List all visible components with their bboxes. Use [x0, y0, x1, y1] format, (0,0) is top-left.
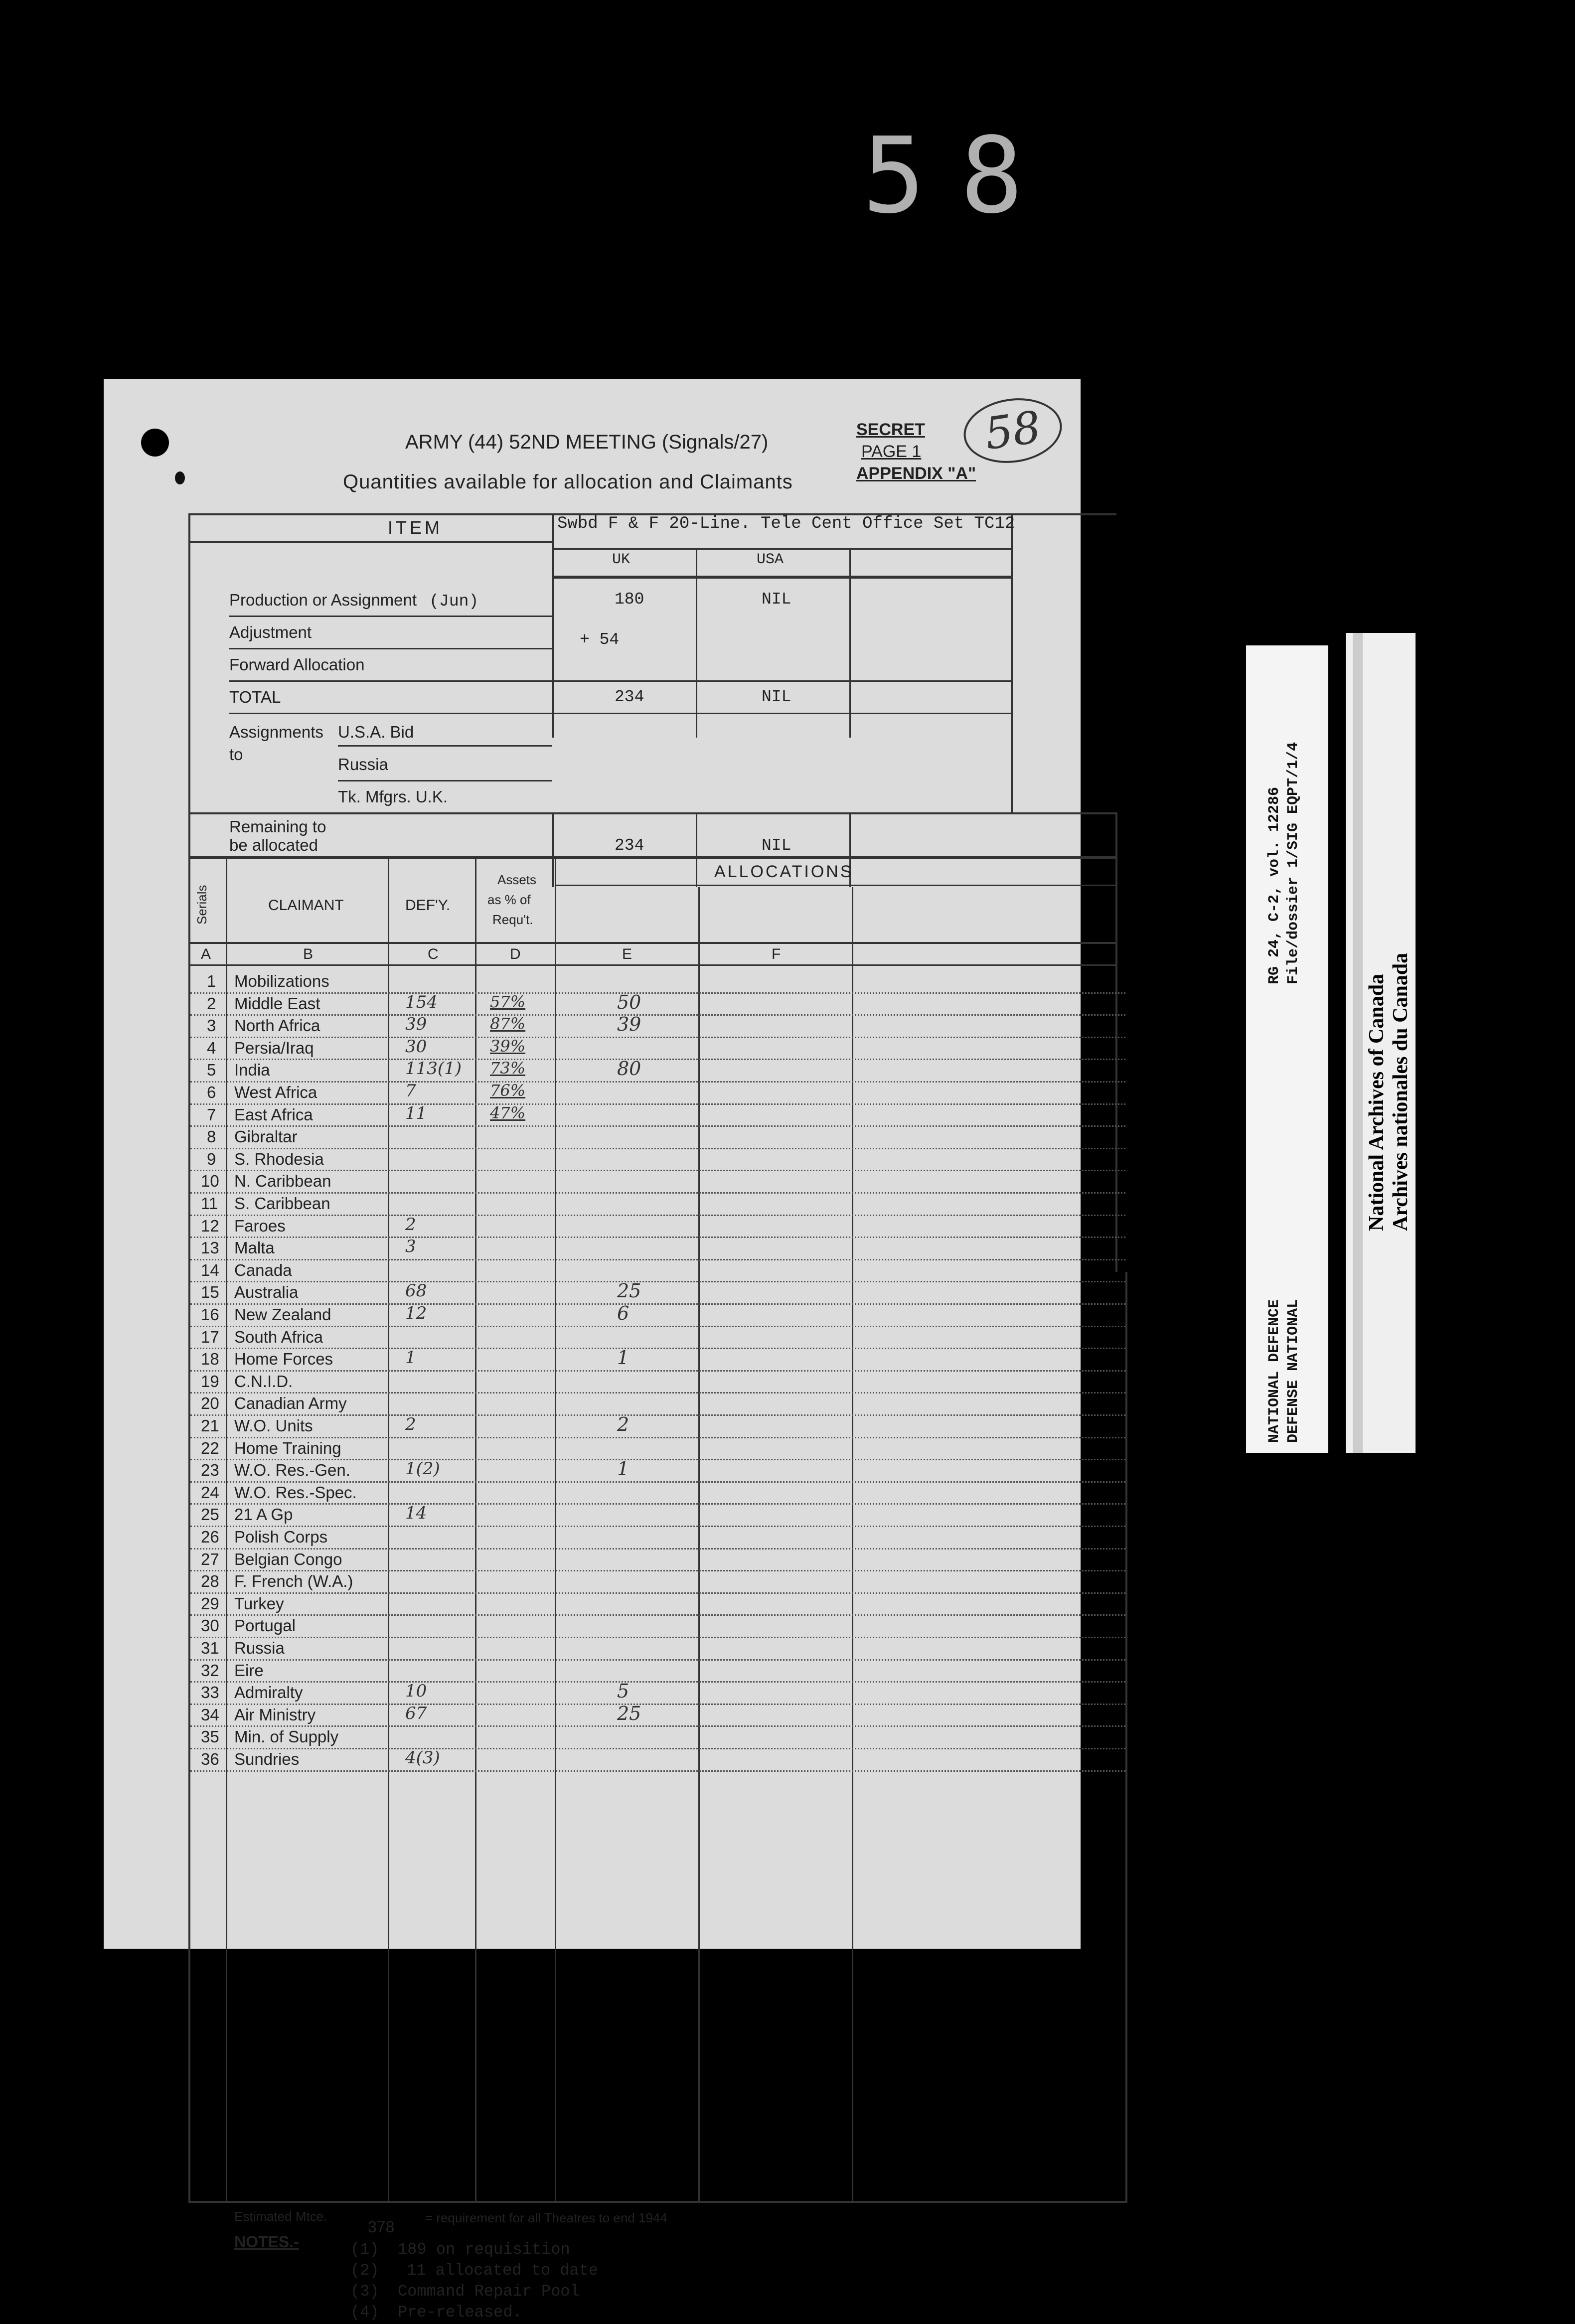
rule: [696, 548, 697, 738]
allocation-e-value: 6: [617, 1302, 630, 1324]
rule: [229, 680, 1011, 682]
deficiency-value: 1: [405, 1348, 416, 1368]
row-adjustment: Adjustment: [229, 623, 312, 641]
deficiency-value: 14: [405, 1503, 427, 1524]
claimant-name: Canada: [234, 1260, 292, 1279]
assignment-tk-mfgrs: Tk. Mfgrs. U.K.: [338, 787, 448, 806]
rule: [852, 887, 853, 2202]
rule: [555, 856, 556, 2202]
claimant-name: N. Caribbean: [234, 1172, 331, 1191]
rule: [1115, 812, 1117, 1272]
row-rule: [190, 1125, 1125, 1127]
serial-number: 3: [207, 1016, 216, 1035]
serial-number: 20: [201, 1394, 219, 1413]
row-rule: [190, 1148, 1125, 1149]
row-rule: [190, 1237, 1125, 1238]
note-item: [350, 2282, 598, 2303]
claimant-name: Min. of Supply: [234, 1727, 339, 1746]
appendix-label: APPENDIX "A": [856, 464, 976, 483]
notes-list: [350, 2240, 598, 2324]
column-uk: UK: [612, 551, 630, 568]
serial-number: 14: [201, 1260, 219, 1279]
row-assignments: Assignments: [229, 723, 323, 741]
claimant-name: Air Ministry: [234, 1705, 316, 1724]
punch-hole-small: [175, 471, 185, 484]
rule: [1125, 1272, 1127, 2202]
rule: [188, 513, 190, 1272]
production-month: (Jun): [429, 592, 479, 611]
claimant-name: F. French (W.A.): [234, 1572, 353, 1591]
column-letter-b: B: [303, 946, 314, 962]
claimant-name: S. Caribbean: [234, 1194, 330, 1213]
rule: [552, 513, 554, 738]
claimant-name: Home Forces: [234, 1350, 333, 1369]
row-rule: [190, 1059, 1125, 1060]
label-line: DEFENSE NATIONAL: [1285, 1299, 1302, 1443]
allocation-e-value: 50: [617, 991, 641, 1013]
rule: [188, 964, 1116, 966]
note-item: [350, 2240, 598, 2261]
remaining-uk-value: 234: [615, 836, 644, 855]
label-line: Archives nationales du Canada: [1389, 952, 1412, 1231]
rule: [229, 713, 1011, 714]
deficiency-value: 2: [405, 1414, 416, 1434]
claimant-name: Admiralty: [234, 1683, 303, 1702]
claimant-name: Portugal: [234, 1616, 296, 1635]
row-rule: [190, 1414, 1125, 1416]
row-forward-allocation: Forward Allocation: [229, 655, 365, 674]
label-line: RG 24, C-2, vol. 12286: [1266, 786, 1283, 984]
claimant-name: East Africa: [234, 1105, 313, 1124]
rule: [226, 856, 227, 2202]
claimant-name: Gibraltar: [234, 1127, 298, 1146]
claimant-name: Belgian Congo: [234, 1549, 342, 1568]
folio-number-circled: 58: [959, 392, 1066, 469]
serial-number: 36: [201, 1750, 219, 1768]
assets-percent: 87%: [490, 1014, 526, 1034]
note-item: [350, 2303, 598, 2324]
serial-number: 34: [201, 1705, 219, 1724]
deficiency-value: 30: [405, 1036, 427, 1057]
claimant-header: CLAIMANT: [268, 897, 344, 914]
rule: [188, 812, 1116, 814]
rule: [338, 745, 552, 747]
row-remaining-2: be allocated: [229, 836, 318, 854]
assets-header-2: as % of: [487, 892, 531, 907]
classification-block: [856, 419, 976, 484]
claimant-name: W.O. Units: [234, 1416, 313, 1435]
row-rule: [190, 1014, 1125, 1016]
serial-number: 35: [201, 1727, 219, 1746]
deficiency-value: 2: [405, 1214, 416, 1235]
defy-header: DEF'Y.: [405, 897, 451, 914]
allocation-e-value: 39: [617, 1013, 641, 1036]
label-line: National Archives of Canada: [1365, 973, 1388, 1231]
column-letter-f: F: [772, 946, 781, 962]
serial-number: 25: [201, 1505, 219, 1524]
document-page: [104, 379, 1081, 2322]
row-rule: [190, 1348, 1125, 1349]
claimant-name: Sundries: [234, 1750, 300, 1768]
rule: [188, 942, 1116, 944]
estimated-label: Estimated Mtce.: [234, 2209, 327, 2224]
rule: [1011, 738, 1013, 812]
serial-number: 9: [207, 1149, 216, 1168]
deficiency-value: 39: [405, 1014, 427, 1035]
rule: [552, 576, 1011, 579]
label-line: NATIONAL DEFENCE: [1266, 1299, 1283, 1443]
serial-number: 11: [201, 1194, 218, 1213]
rule: [338, 780, 552, 781]
claimant-name: New Zealand: [234, 1305, 331, 1324]
claimant-name: Persia/Iraq: [234, 1038, 314, 1057]
serial-number: 32: [201, 1661, 219, 1680]
row-rule: [190, 1192, 1125, 1194]
note-key: (1): [350, 2240, 379, 2259]
row-rule: [190, 1592, 1125, 1594]
column-usa: USA: [757, 551, 784, 568]
row-rule: [190, 1548, 1125, 1549]
assignment-russia: Russia: [338, 755, 388, 774]
rule: [696, 812, 697, 887]
rule: [229, 616, 552, 617]
rule: [849, 548, 851, 738]
claimant-name: Faroes: [234, 1216, 286, 1235]
assets-percent: 76%: [490, 1081, 526, 1100]
claimant-name: Canadian Army: [234, 1394, 347, 1413]
allocation-e-value: 25: [617, 1280, 641, 1302]
row-rule: [190, 1503, 1125, 1505]
serial-number: 13: [201, 1239, 219, 1257]
estimated-note: = requirement for all Theatres to end 1944: [425, 2210, 667, 2225]
allocation-e-value: 1: [617, 1347, 630, 1369]
note-text: Pre-released.: [398, 2303, 522, 2322]
column-letter-a: A: [201, 946, 211, 962]
assignment-usa-bid: U.S.A. Bid: [338, 723, 414, 741]
estimated-value: 378: [368, 2218, 395, 2236]
note-text: 11 allocated to date: [407, 2261, 599, 2280]
note-key: (3): [350, 2282, 379, 2301]
row-rule: [190, 1081, 1125, 1083]
assets-percent: 47%: [490, 1103, 526, 1122]
note-key: (2): [350, 2261, 379, 2280]
note-text: Command Repair Pool: [398, 2282, 580, 2301]
deficiency-value: 4(3): [405, 1748, 440, 1768]
serial-number: 24: [201, 1483, 219, 1502]
claimant-name: W.O. Res.-Spec.: [234, 1483, 357, 1502]
assets-percent: 57%: [490, 992, 526, 1011]
deficiency-value: 3: [405, 1237, 416, 1257]
claimant-name: S. Rhodesia: [234, 1149, 324, 1168]
row-rule: [190, 1281, 1125, 1282]
row-rule: [190, 1704, 1125, 1705]
row-rule: [190, 992, 1125, 994]
assets-header-1: Assets: [497, 872, 537, 887]
claimant-name: Middle East: [234, 994, 320, 1013]
rule: [1011, 513, 1013, 738]
serial-number: 4: [207, 1038, 216, 1057]
claimant-name: Mobilizations: [234, 972, 329, 990]
label-stripe: [1353, 633, 1363, 1453]
item-name: Swbd F & F 20-Line. Tele Cent Office Set TC12: [557, 514, 1015, 533]
claimant-name: Australia: [234, 1283, 299, 1302]
serial-number: 31: [201, 1639, 219, 1657]
rule: [388, 856, 389, 2202]
claimant-name: W.O. Res.-Gen.: [234, 1461, 350, 1480]
row-rule: [190, 1303, 1125, 1305]
deficiency-value: 10: [405, 1681, 427, 1702]
row-rule: [190, 1370, 1125, 1372]
deficiency-value: 113(1): [405, 1059, 462, 1079]
serial-number: 12: [201, 1216, 219, 1235]
allocation-e-value: 2: [617, 1413, 630, 1435]
assets-header-3: Requ't.: [492, 912, 533, 927]
production-label: Production or Assignment: [229, 591, 417, 609]
rule: [475, 856, 476, 2202]
row-rule: [190, 1725, 1125, 1727]
serial-number: 5: [207, 1061, 216, 1080]
serial-number: 10: [201, 1172, 219, 1191]
serial-number: 21: [201, 1416, 219, 1435]
row-rule: [190, 1614, 1125, 1616]
row-rule: [190, 1392, 1125, 1394]
claimant-name: Malta: [234, 1239, 275, 1257]
serial-number: 33: [201, 1683, 219, 1702]
production-uk-value: 180: [615, 590, 644, 609]
row-rule: [190, 1659, 1125, 1661]
rule: [188, 541, 552, 543]
rule: [229, 648, 552, 649]
remaining-usa-value: NIL: [762, 836, 791, 855]
archive-institution-label: [1346, 633, 1416, 1453]
serial-number: 30: [201, 1616, 219, 1635]
allocations-header: ALLOCATIONS: [714, 862, 854, 881]
label-line: File/dossier 1/SIG EQPT/1/4: [1285, 742, 1302, 984]
rule: [188, 1272, 190, 2202]
rule: [555, 885, 1116, 886]
serial-number: 28: [201, 1572, 219, 1591]
rule: [552, 812, 554, 887]
adjustment-uk-value: + 54: [580, 630, 620, 649]
row-remaining-1: Remaining to: [229, 817, 326, 836]
total-uk-value: 234: [615, 688, 644, 706]
allocation-e-value: 1: [617, 1458, 630, 1480]
serial-number: 6: [207, 1083, 216, 1101]
column-letter-d: D: [510, 946, 521, 962]
row-rule: [190, 1570, 1125, 1571]
row-rule: [190, 1437, 1125, 1438]
archive-reference-label: [1246, 645, 1328, 1453]
rule: [698, 887, 700, 2202]
claimant-name: Polish Corps: [234, 1528, 328, 1546]
row-rule: [190, 1681, 1125, 1683]
serial-number: 1: [207, 972, 216, 990]
item-header: ITEM: [388, 517, 443, 538]
row-rule: [190, 1326, 1125, 1327]
document-title: ARMY (44) 52ND MEETING (Signals/27): [405, 431, 769, 453]
notes-label: NOTES.-: [234, 2233, 299, 2251]
column-letter-c: C: [428, 946, 439, 962]
row-rule: [190, 1215, 1125, 1216]
serial-number: 27: [201, 1549, 219, 1568]
row-production: [229, 591, 478, 611]
row-rule: [190, 1103, 1125, 1105]
classification: SECRET: [856, 420, 925, 439]
serial-number: 7: [207, 1105, 216, 1124]
serial-number: 16: [201, 1305, 219, 1324]
serial-number: 19: [201, 1372, 219, 1391]
row-rule: [190, 1770, 1125, 1772]
rule: [552, 548, 1011, 550]
punch-hole: [141, 429, 169, 457]
total-usa-value: NIL: [762, 688, 791, 706]
claimant-name: Turkey: [234, 1594, 284, 1613]
claimant-name: C.N.I.D.: [234, 1372, 293, 1391]
serial-number: 2: [207, 994, 216, 1013]
row-rule: [190, 1259, 1125, 1260]
document-subtitle: Quantities available for allocation and Claimants: [343, 471, 793, 493]
deficiency-value: 154: [405, 992, 438, 1012]
claimant-name: India: [234, 1061, 270, 1080]
serial-number: 17: [201, 1327, 219, 1346]
page-number: PAGE 1: [861, 442, 922, 461]
row-assignments-to: to: [229, 745, 243, 764]
row-rule: [190, 1637, 1125, 1638]
deficiency-value: 68: [405, 1281, 427, 1301]
allocation-e-value: 80: [617, 1058, 641, 1080]
note-key: (4): [350, 2303, 379, 2322]
row-total: TOTAL: [229, 688, 281, 706]
serial-number: 23: [201, 1461, 219, 1480]
assets-percent: 73%: [490, 1059, 526, 1078]
serial-number: 29: [201, 1594, 219, 1613]
row-rule: [190, 1170, 1125, 1171]
note-item: [350, 2261, 598, 2282]
allocation-e-value: 25: [617, 1702, 641, 1724]
serial-number: 22: [201, 1438, 219, 1457]
row-rule: [190, 1037, 1125, 1038]
row-rule: [190, 1459, 1125, 1460]
allocation-e-value: 5: [617, 1680, 630, 1703]
assets-percent: 39%: [490, 1036, 526, 1056]
claimant-name: Russia: [234, 1639, 285, 1657]
serial-number: 8: [207, 1127, 216, 1146]
claimant-name: Home Training: [234, 1438, 341, 1457]
claimant-name: North Africa: [234, 1016, 320, 1035]
deficiency-value: 67: [405, 1703, 427, 1723]
row-rule: [190, 1748, 1125, 1749]
note-text: 189 on requisition: [398, 2240, 570, 2259]
rule: [188, 856, 1116, 859]
serials-header: Serials: [194, 885, 209, 925]
serial-number: 26: [201, 1528, 219, 1546]
production-usa-value: NIL: [762, 590, 791, 609]
deficiency-value: 1(2): [405, 1459, 440, 1479]
claimant-name: West Africa: [234, 1083, 317, 1101]
claimant-name: Eire: [234, 1661, 264, 1680]
claimant-name: South Africa: [234, 1327, 323, 1346]
claimant-name: 21 A Gp: [234, 1505, 293, 1524]
serial-number: 15: [201, 1283, 219, 1302]
deficiency-value: 12: [405, 1303, 427, 1323]
column-letter-e: E: [622, 946, 632, 962]
serial-number: 18: [201, 1350, 219, 1369]
row-rule: [190, 1481, 1125, 1483]
deficiency-value: 7: [405, 1081, 416, 1101]
frame-number-stamp: 58: [862, 115, 1058, 237]
deficiency-value: 11: [405, 1103, 427, 1123]
row-rule: [190, 1526, 1125, 1527]
rule: [188, 2201, 1127, 2203]
